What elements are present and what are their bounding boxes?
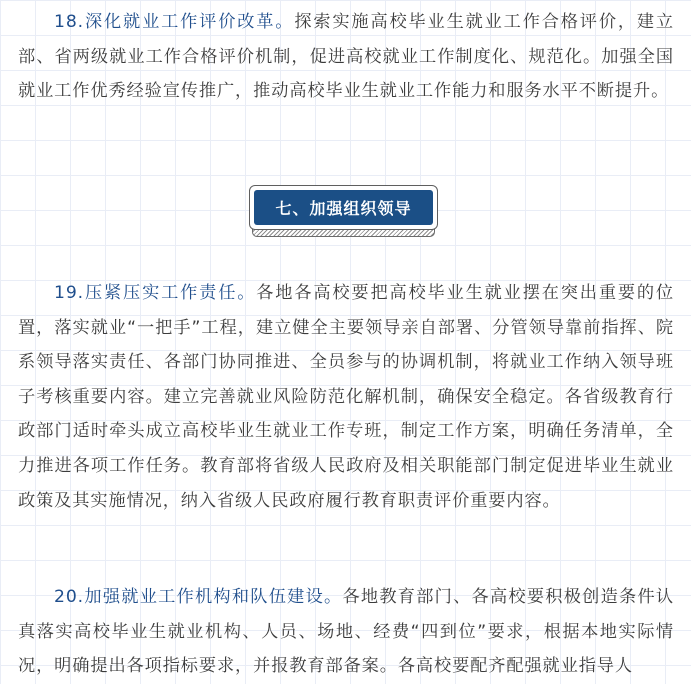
paragraph-19 <box>18 276 674 518</box>
paragraph-20-body: 各地教育部门、各高校要积极创造条件认真落实高校毕业生就业机构、人员、场地、经费“四到位”要求，根据本地实际情况，明确提出各项指标要求，并报教育部备案。各高校要配齐配强就业指导人 <box>18 587 675 677</box>
paragraph-19-body: 各地各高校要把高校毕业生就业摆在突出重要的位置，落实就业“一把手”工程，建立健全主要领导亲自部署、分管领导靠前指挥、院系领导落实责任、各部门协同推进、全员参与的协调机制，将就业工作纳入领导班子考核重要内容。建立完善就业风险防范化解机制，确保安全稳定。各省级教育行政部门适时牵头成立高校毕业生就业工作专班，制定工作方案，明确任务清单，全力推进各项工作任务。教育部将省级人民政府及相关职能部门制定促进毕业生就业政策及其实施情况，纳入省级人民政府履行教育职责评价重要内容。 <box>18 283 674 511</box>
paragraph-18-body: 探索实施高校毕业生就业工作合格评价，建立部、省两级就业工作合格评价机制，促进高校就业工作制度化、规范化。加强全国就业工作优秀经验宣传推广，推动高校毕业生就业工作能力和服务水平不断提升。 <box>18 12 674 102</box>
section-heading-badge <box>249 185 438 238</box>
paragraph-19-title: 19.压紧压实工作责任。 <box>54 283 257 303</box>
paragraph-20-title: 20.加强就业工作机构和队伍建设。 <box>54 587 343 607</box>
paragraph-20 <box>18 580 674 684</box>
section-heading: 七、加强组织领导 <box>254 190 433 225</box>
paragraph-18-title: 18.深化就业工作评价改革。 <box>54 12 295 32</box>
paragraph-18 <box>18 5 674 109</box>
badge-frame <box>249 185 438 230</box>
